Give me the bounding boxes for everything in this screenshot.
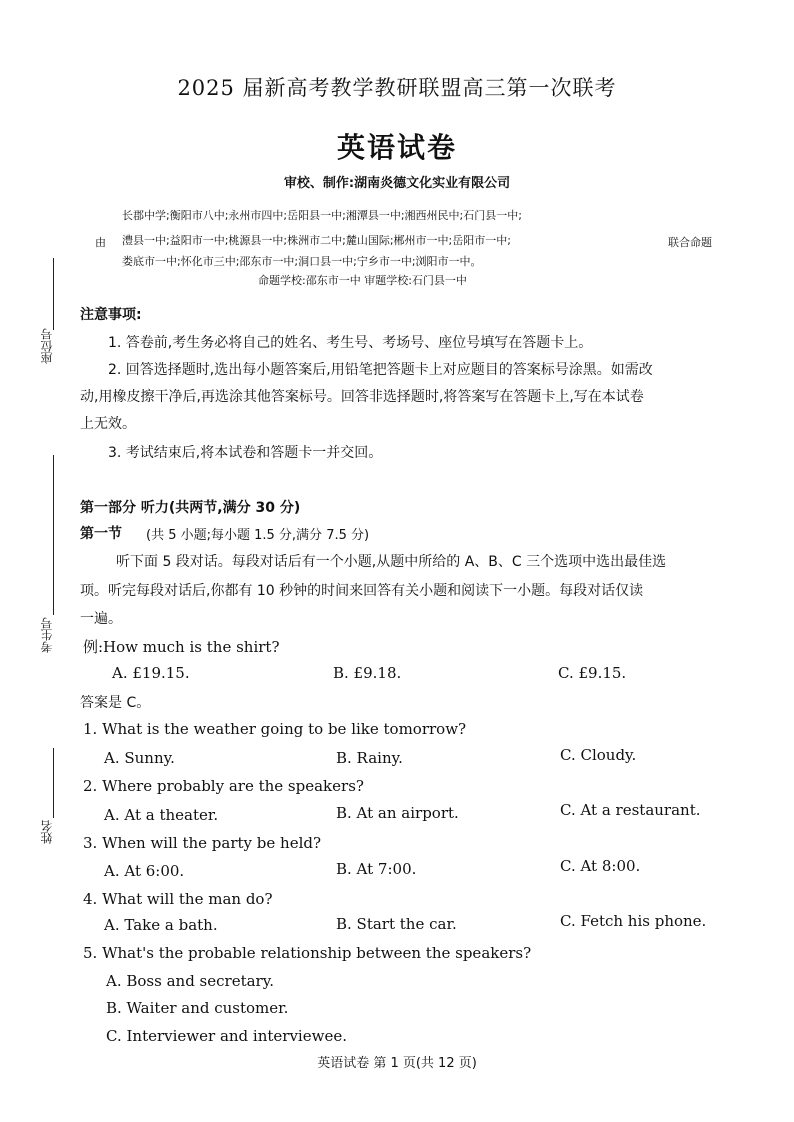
question-3-option-b: B. At 7:00. — [336, 860, 417, 878]
question-5-option-c: C. Interviewer and interviewee. — [106, 1027, 347, 1045]
joint-label: 联合命题 — [668, 236, 712, 249]
question-4: 4. What will the man do? — [83, 890, 273, 908]
instruction-line-2: 项。听完每段对话后,你都有 10 秒钟的时间来回答有关小题和阅读下一小题。每段对话仅读 — [80, 583, 644, 599]
instruction-line-3: 一遍。 — [80, 611, 122, 627]
seat-line — [53, 258, 54, 330]
example-option-b: B. £9.18. — [333, 664, 402, 682]
question-1: 1. What is the weather going to be like tomorrow? — [83, 720, 467, 738]
example-option-c: C. £9.15. — [558, 664, 627, 682]
question-4-option-c: C. Fetch his phone. — [560, 912, 707, 930]
section1-title: 第一节 — [80, 526, 122, 542]
schools-line-3: 娄底市一中;怀化市三中;邵东市一中;洞口县一中;宁乡市一中;浏阳市一中。 — [122, 255, 482, 268]
question-1-option-c: C. Cloudy. — [560, 746, 637, 764]
question-3-option-c: C. At 8:00. — [560, 857, 641, 875]
seat-label: 座位号 — [40, 328, 54, 364]
exam-title: 2025 届新高考教学教研联盟高三第一次联考 — [177, 76, 617, 100]
example-answer: 答案是 C。 — [80, 695, 151, 711]
you-char: 由 — [95, 236, 106, 249]
question-4-option-a: A. Take a bath. — [104, 916, 218, 934]
question-2-option-c: C. At a restaurant. — [560, 801, 701, 819]
notice-item-2-line-2: 动,用橡皮擦干净后,再选涂其他答案标号。回答非选择题时,将答案写在答题卡上,写在本试卷 — [80, 389, 644, 405]
question-2-option-a: A. At a theater. — [104, 806, 219, 824]
page-footer: 英语试卷 第 1 页(共 12 页) — [317, 1056, 477, 1071]
question-1-option-a: A. Sunny. — [104, 749, 175, 767]
question-5-option-a: A. Boss and secretary. — [106, 972, 274, 990]
setter-schools: 命题学校:邵东市一中 审题学校:石门县一中 — [258, 274, 467, 287]
exam-no-line — [53, 455, 54, 615]
question-3-option-a: A. At 6:00. — [104, 862, 185, 880]
question-4-option-b: B. Start the car. — [336, 915, 457, 933]
question-2: 2. Where probably are the speakers? — [83, 777, 364, 795]
subject-title: 英语试卷 — [336, 131, 457, 164]
question-1-option-b: B. Rainy. — [336, 749, 403, 767]
question-3: 3. When will the party be held? — [83, 834, 322, 852]
notice-item-2-line-1: 2. 回答选择题时,选出每小题答案后,用铅笔把答题卡上对应题目的答案标号涂黑。如需改 — [108, 362, 653, 378]
example-question: 例:How much is the shirt? — [83, 638, 280, 656]
notice-item-2-line-3: 上无效。 — [80, 416, 136, 432]
instruction-line-1: 听下面 5 段对话。每段对话后有一个小题,从题中所给的 A、B、C 三个选项中选出最佳选 — [116, 554, 667, 570]
section1-note: (共 5 小题;每小题 1.5 分,满分 7.5 分) — [146, 528, 370, 543]
schools-line-1: 长郡中学;衡阳市八中;永州市四中;岳阳县一中;湘潭县一中;湘西州民中;石门县一中; — [122, 209, 522, 222]
producer-line: 审校、制作:湖南炎德文化实业有限公司 — [283, 176, 511, 191]
question-2-option-b: B. At an airport. — [336, 804, 459, 822]
example-option-a: A. £19.15. — [112, 664, 190, 682]
schools-line-2: 澧县一中;益阳市一中;桃源县一中;株洲市二中;麓山国际;郴州市一中;岳阳市一中; — [122, 234, 511, 247]
notice-item-3: 3. 考试结束后,将本试卷和答题卡一并交回。 — [108, 445, 383, 461]
notice-title: 注意事项: — [80, 307, 142, 323]
name-label: 姓名 — [40, 820, 54, 844]
question-5: 5. What's the probable relationship between the speakers? — [83, 944, 532, 962]
name-line — [53, 748, 54, 818]
part1-title: 第一部分 听力(共两节,满分 30 分) — [80, 500, 301, 516]
question-5-option-b: B. Waiter and customer. — [106, 999, 289, 1017]
exam-no-label: 考生号 — [40, 617, 54, 653]
notice-item-1: 1. 答卷前,考生务必将自己的姓名、考生号、考场号、座位号填写在答题卡上。 — [108, 335, 593, 351]
